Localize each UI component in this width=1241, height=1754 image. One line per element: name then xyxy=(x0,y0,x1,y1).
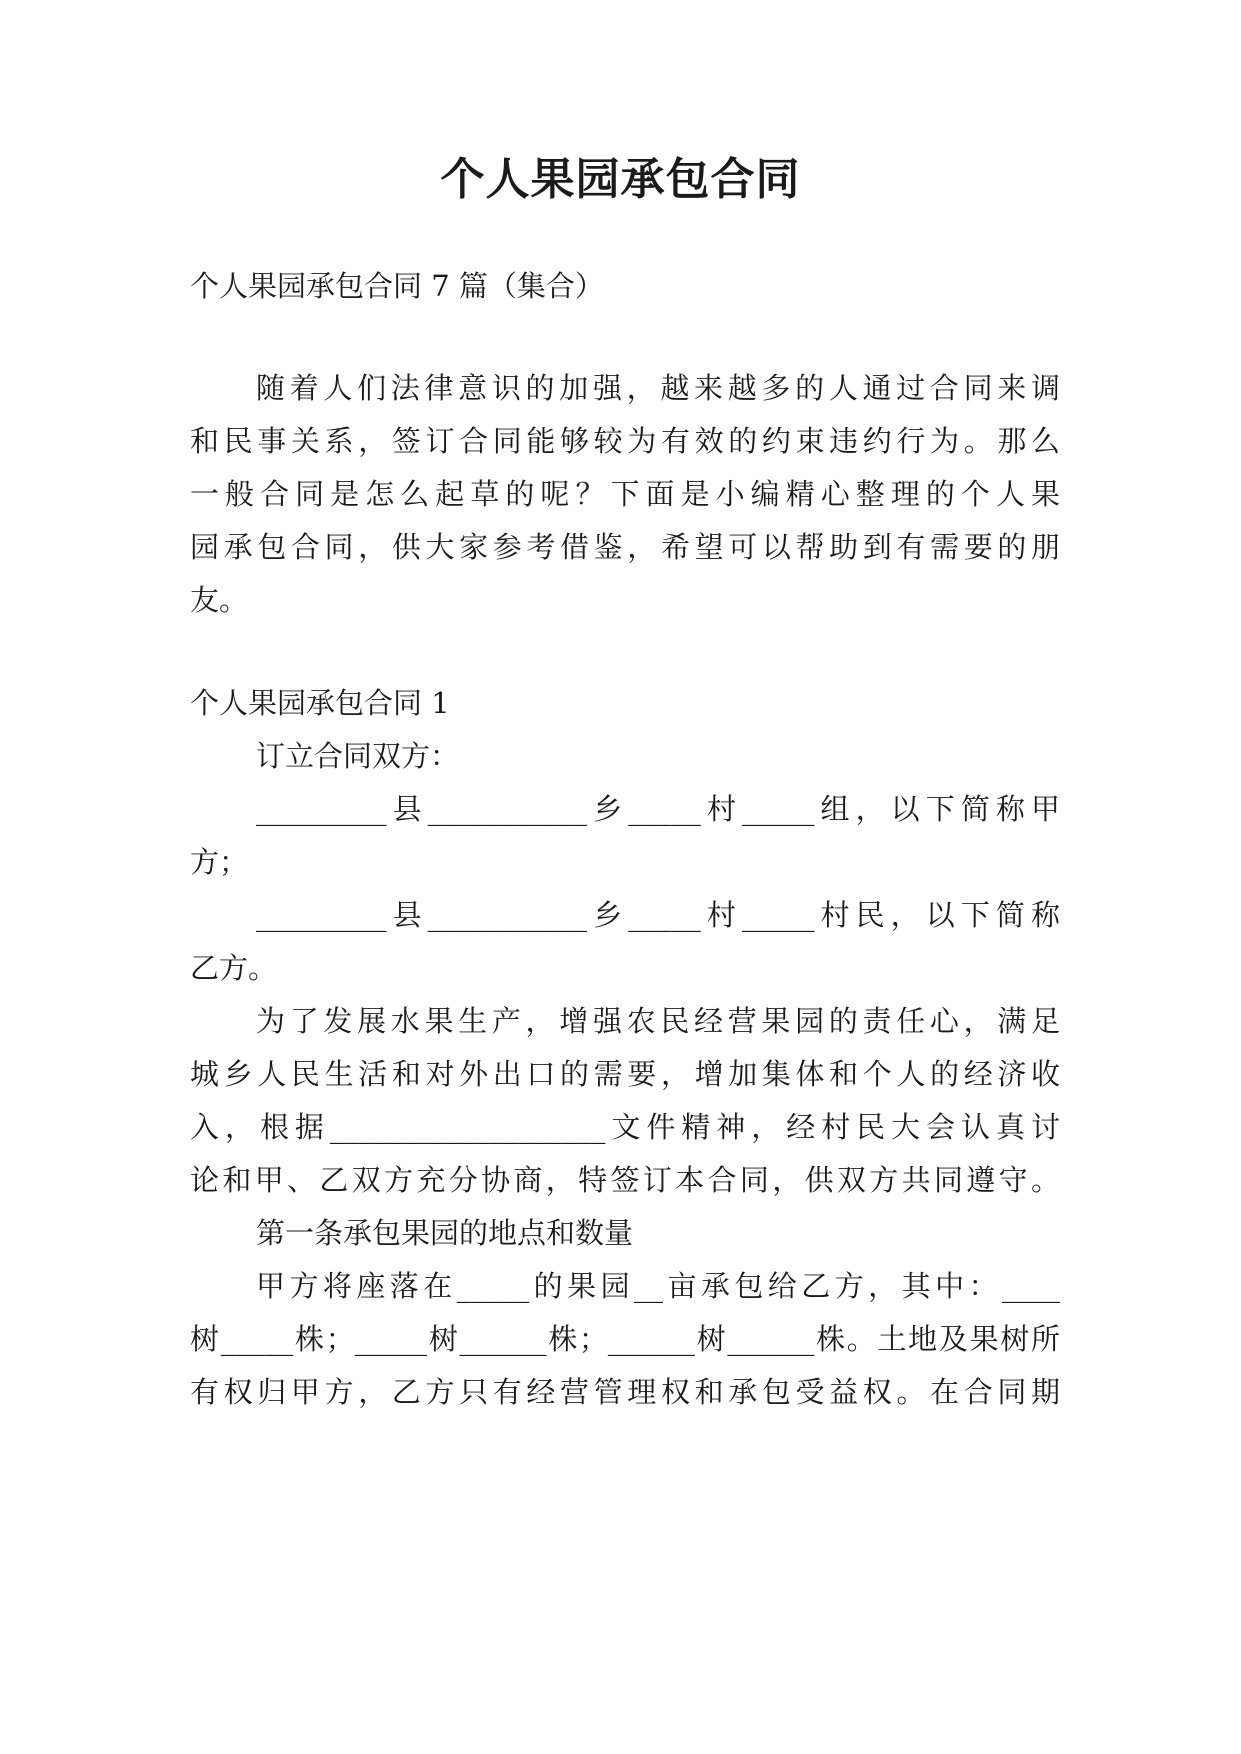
article-line: 树_____株；_____树______株；______树______株。土地及果树所 xyxy=(190,1322,1060,1356)
party-a-line: 方； xyxy=(190,845,249,879)
intro-line: 一般合同是怎么起草的呢？下面是小编精心整理的个人果 xyxy=(190,477,1060,511)
purpose-line: 论和甲、乙双方充分协商，特签订本合同，供双方共同遵守。 xyxy=(190,1163,1060,1197)
intro-line: 友。 xyxy=(190,583,249,617)
party-b-line: _________县___________乡_____村_____村民，以下简称 xyxy=(256,898,1060,932)
article-heading: 第一条承包果园的地点和数量 xyxy=(256,1216,634,1250)
party-a-line: _________县___________乡_____村_____组，以下简称甲 xyxy=(256,792,1060,826)
purpose-line: 城乡人民生活和对外出口的需要，增加集体和个人的经济收 xyxy=(190,1057,1060,1091)
section-heading: 个人果园承包合同 1 xyxy=(190,686,450,720)
purpose-line: 入，根据___________________文件精神，经村民大会认真讨 xyxy=(190,1110,1060,1144)
intro-line: 和民事关系，签订合同能够较为有效的约束违约行为。那么 xyxy=(190,424,1060,458)
intro-line: 随着人们法律意识的加强，越来越多的人通过合同来调 xyxy=(256,371,1060,405)
purpose-line: 为了发展水果生产，增强农民经营果园的责任心，满足 xyxy=(256,1004,1060,1038)
document-title: 个人果园承包合同 xyxy=(440,154,801,205)
article-line: 甲方将座落在_____的果园__亩承包给乙方，其中：____ xyxy=(256,1269,1060,1303)
article-line: 有权归甲方，乙方只有经营管理权和承包受益权。在合同期 xyxy=(190,1375,1060,1409)
parties-label: 订立合同双方： xyxy=(256,739,460,773)
document-subtitle: 个人果园承包合同 7 篇（集合） xyxy=(190,269,604,303)
intro-line: 园承包合同，供大家参考借鉴，希望可以帮助到有需要的朋 xyxy=(190,530,1060,564)
party-b-line: 乙方。 xyxy=(190,951,278,985)
